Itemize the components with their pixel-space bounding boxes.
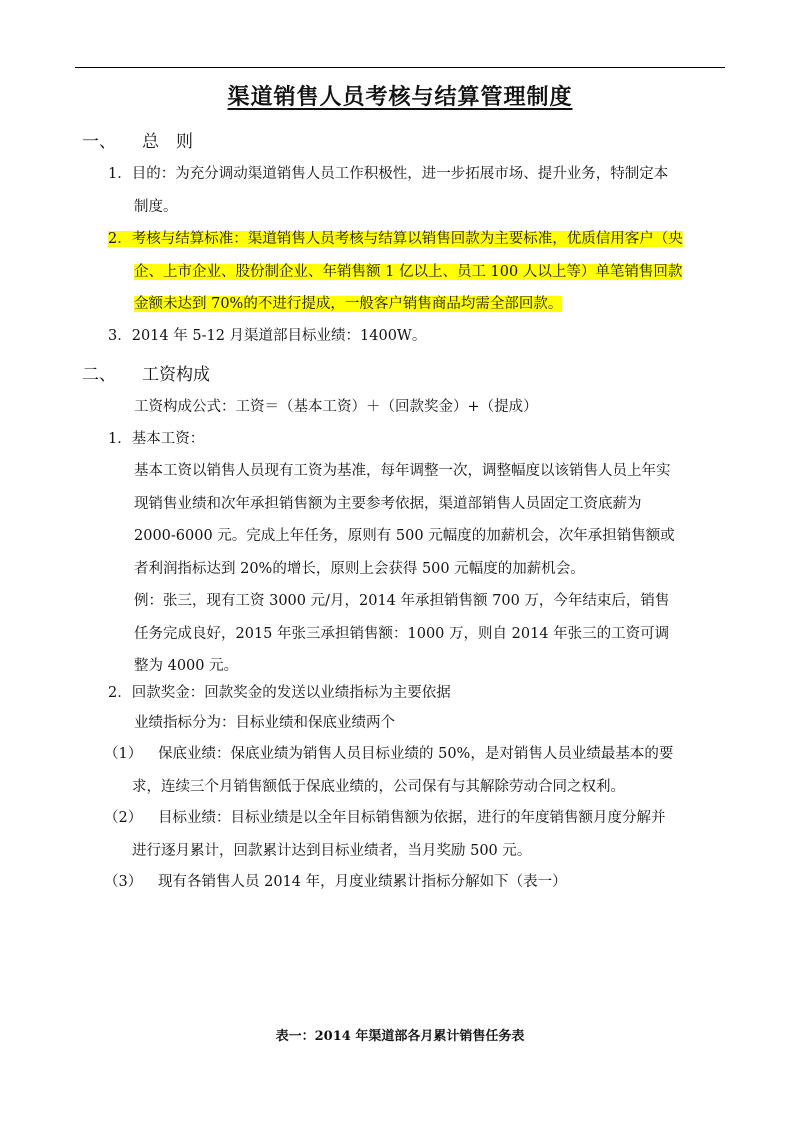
table-caption: 表一：2014 年渠道部各月累计销售任务表 (275, 1029, 525, 1044)
paragraph-line: 求，连续三个月销售额低于保底业绩的，公司保有与其解除劳动合同之权利。 (132, 778, 625, 795)
paragraph-line: 基本工资以销售人员现有工资为基准，每年调整一次，调整幅度以该销售人员上年实 (134, 463, 671, 479)
highlighted-line: 企、上市企业、股份制企业、年销售额 1 亿以上、员工 100 人以上等）单笔销售回款 (134, 263, 683, 280)
general-item-1 (108, 158, 668, 223)
paragraph-line: 现销售业绩和次年承担销售额为主要参考依据，渠道部销售人员固定工资底薪为 (134, 495, 642, 512)
paragraph-line: 整为 4000 元。 (134, 658, 239, 674)
salary-formula (134, 391, 538, 424)
paragraph-line: 工资构成公式：工资＝（基本工资）＋（回款奖金）+（提成） (134, 399, 538, 415)
paragraph-line: 任务完成良好，2015 年张三承担销售额：1000 万，则自 2014 年张三的工资可调 (134, 625, 670, 642)
paragraph-line: 3．2014 年 5-12 月渠道部目标业绩：1400W。 (108, 328, 427, 344)
paragraph-line: 1．目的：为充分调动渠道销售人员工作积极性，进一步拓展市场、提升业务，特制定本 (108, 166, 669, 182)
bonus-heading (108, 677, 451, 710)
paragraph-line: 者利润指标达到 20%的增长，原则上会获得 500 元幅度的加薪机会。 (134, 560, 585, 577)
paragraph-line: 现有各销售人员 2014 年，月度业绩累计指标分解如下（表一） (158, 874, 567, 890)
item-number: （3） (104, 874, 143, 890)
paragraph-line: 保底业绩：保底业绩为销售人员目标业绩的 50%，是对销售人员业绩最基本的要 (158, 746, 674, 762)
document-title: 渠道销售人员考核与结算管理制度 (227, 84, 573, 110)
section-label: 总 则 (142, 132, 193, 152)
paragraph-line: 业绩指标分为：目标业绩和保底业绩两个 (134, 715, 395, 731)
basic-salary-example (134, 585, 669, 683)
paragraph-line: 2．回款奖金：回款奖金的发送以业绩指标为主要依据 (108, 685, 451, 701)
paragraph-line: 例：张三，现有工资 3000 元/月，2014 年承担销售额 700 万，今年结束后，销售 (134, 593, 670, 609)
item-number: （2） (104, 810, 143, 826)
paragraph-line: 目标业绩：目标业绩是以全年目标销售额为依据，进行的年度销售额月度分解并 (158, 810, 666, 826)
bonus-subheading (134, 707, 395, 740)
general-item-3 (108, 320, 426, 353)
general-item-2-highlighted (108, 223, 683, 321)
section-number: 二、 (82, 365, 116, 385)
section-number: 一、 (82, 132, 116, 152)
paragraph-line: 进行逐月累计，回款累计达到目标业绩者，当月奖励 500 元。 (132, 842, 532, 859)
section-heading-general (82, 127, 193, 152)
basic-salary-body (134, 455, 675, 585)
highlighted-line: 金额未达到 70%的不进行提成，一般客户销售商品均需全部回款。 (134, 296, 563, 312)
item-number: （1） (104, 746, 143, 762)
paragraph-line: 2000-6000 元。完成上年任务，原则有 500 元幅度的加薪机会，次年承担销售额或 (134, 528, 675, 544)
header-rule (75, 67, 725, 68)
bonus-item-2 (104, 802, 666, 867)
section-label: 工资构成 (142, 365, 210, 385)
section-heading-salary (82, 360, 210, 385)
bonus-item-3 (104, 866, 567, 899)
highlighted-line: 2．考核与结算标准：渠道销售人员考核与结算以销售回款为主要标准，优质信用客户（央 (108, 231, 683, 247)
basic-salary-heading (108, 423, 204, 456)
bonus-item-1 (104, 738, 673, 803)
paragraph-line: 制度。 (134, 198, 178, 215)
paragraph-line: 1．基本工资： (108, 431, 205, 447)
